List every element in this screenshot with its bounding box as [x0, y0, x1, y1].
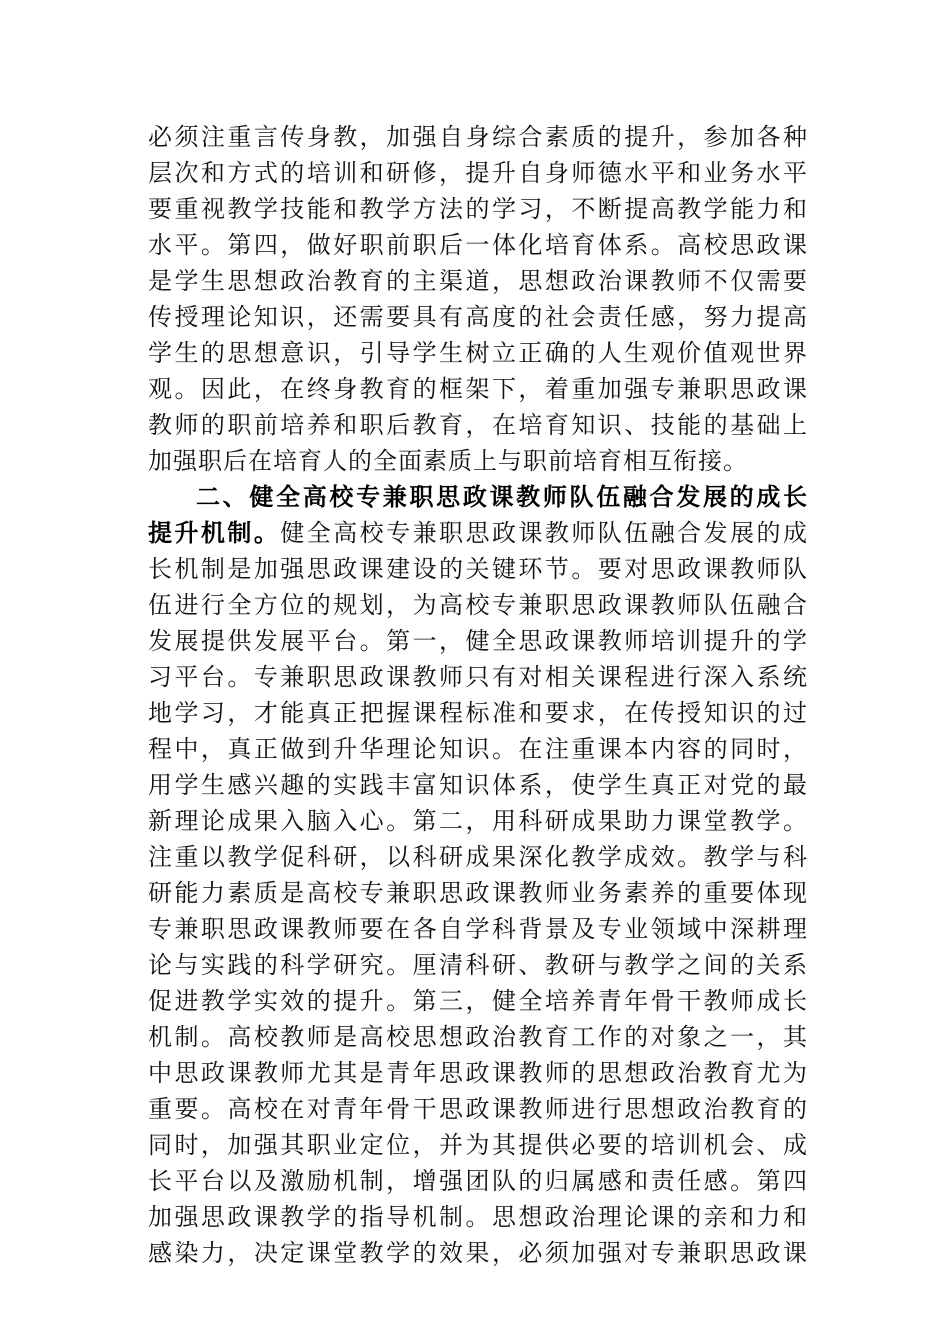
text-line: 地学习，才能真正把握课程标准和要求，在传授知识的过: [148, 699, 808, 727]
section-heading-tail: 提升机制。: [148, 518, 281, 547]
text-line: 同时，加强其职业定位，并为其提供必要的培训机会、成: [148, 1131, 808, 1159]
text-line: 机制。高校教师是高校思想政治教育工作的对象之一，其: [148, 1023, 808, 1051]
text-line: 加强思政课教学的指导机制。思想政治理论课的亲和力和: [148, 1203, 808, 1231]
section-heading: 二、健全高校专兼职思政课教师队伍融合发展的成长: [196, 482, 808, 511]
text-line: 层次和方式的培训和研修，提升自身师德水平和业务水平: [148, 159, 808, 187]
text-line: 注重以教学促科研，以科研成果深化教学成效。教学与科: [148, 843, 808, 871]
text-line: 重要。高校在对青年骨干思政课教师进行思想政治教育的: [148, 1095, 808, 1123]
text-line: 专兼职思政课教师要在各自学科背景及专业领域中深耕理: [148, 915, 808, 943]
text-line: 习平台。专兼职思政课教师只有对相关课程进行深入系统: [148, 663, 808, 691]
text-line: 长机制是加强思政课建设的关键环节。要对思政课教师队: [148, 555, 808, 583]
text-line: 促进教学实效的提升。第三，健全培养青年骨干教师成长: [148, 987, 808, 1015]
text-line: 是学生思想政治教育的主渠道，思想政治课教师不仅需要: [148, 267, 808, 295]
text-line: 用学生感兴趣的实践丰富知识体系，使学生真正对党的最: [148, 771, 808, 799]
text-line: 加强职后在培育人的全面素质上与职前培育相互衔接。: [148, 447, 748, 475]
heading-continuation-line: [148, 515, 808, 551]
body-text: [148, 119, 808, 1271]
text-line: 论与实践的科学研究。厘清科研、教研与教学之间的关系: [148, 951, 808, 979]
text-line: 中思政课教师尤其是青年思政课教师的思想政治教育尤为: [148, 1059, 808, 1087]
text-line: 发展提供发展平台。第一，健全思政课教师培训提升的学: [148, 627, 808, 655]
text-line: 感染力，决定课堂教学的效果，必须加强对专兼职思政课: [148, 1239, 808, 1267]
text-line: 教师的职前培养和职后教育，在培育知识、技能的基础上: [148, 411, 808, 439]
text-line: 程中，真正做到升华理论知识。在注重课本内容的同时，: [148, 735, 808, 763]
text-line: 必须注重言传身教，加强自身综合素质的提升，参加各种: [148, 123, 808, 151]
text-line: 观。因此，在终身教育的框架下，着重加强专兼职思政课: [148, 375, 808, 403]
text-line: 长平台以及激励机制，增强团队的归属感和责任感。第四: [148, 1167, 808, 1195]
text-line: 要重视教学技能和教学方法的学习，不断提高教学能力和: [148, 195, 808, 223]
text-line: 水平。第四，做好职前职后一体化培育体系。高校思政课: [148, 231, 808, 259]
text-line: 传授理论知识，还需要具有高度的社会责任感，努力提高: [148, 303, 808, 331]
text-line: 伍进行全方位的规划，为高校专兼职思政课教师队伍融合: [148, 591, 808, 619]
text-line: 研能力素质是高校专兼职思政课教师业务素养的重要体现: [148, 879, 808, 907]
text-segment: 健全高校专兼职思政课教师队伍融合发展的成: [280, 519, 809, 547]
text-line: 学生的思想意识，引导学生树立正确的人生观价值观世界: [148, 339, 808, 367]
text-line: 新理论成果入脑入心。第二，用科研成果助力课堂教学。: [148, 807, 808, 835]
